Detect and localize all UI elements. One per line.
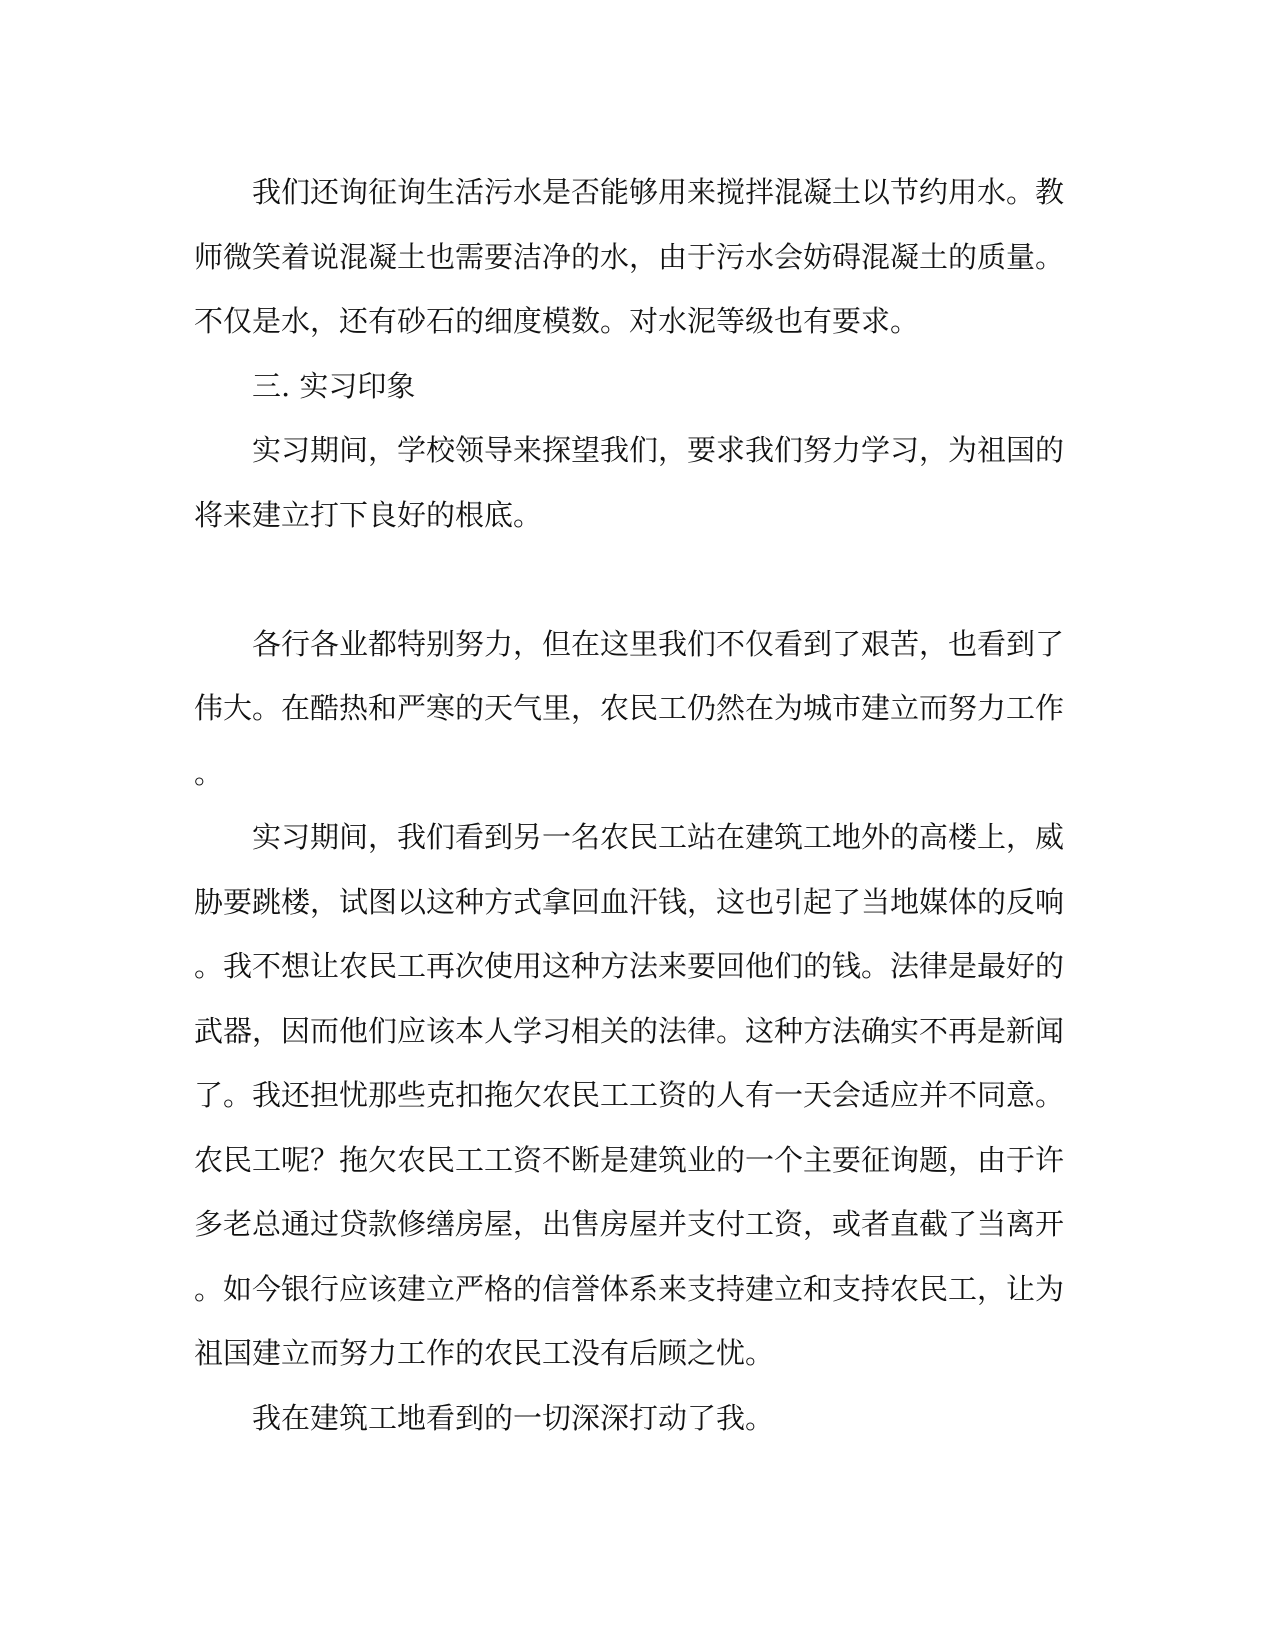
text-line: 多老总通过贷款修缮房屋，出售房屋并支付工资，或者直截了当离开 bbox=[194, 1207, 1065, 1241]
text-line: 。我不想让农民工再次使用这种方法来要回他们的钱。法律是最好的 bbox=[194, 949, 1065, 983]
text-line: 我们还询征询生活污水是否能够用来搅拌混凝土以节约用水。教 bbox=[252, 175, 1065, 209]
text-line: 了。我还担忧那些克扣拖欠农民工工资的人有一天会适应并不同意。 bbox=[194, 1078, 1065, 1112]
text-line: 我在建筑工地看到的一切深深打动了我。 bbox=[252, 1400, 775, 1435]
section-heading: 三. 实习印象 bbox=[252, 368, 416, 403]
text-line: 伟大。在酷热和严寒的天气里，农民工仍然在为城市建立而努力工作 bbox=[194, 691, 1065, 725]
text-line: 实习期间，我们看到另一名农民工站在建筑工地外的高楼上，威 bbox=[252, 820, 1065, 854]
text-line: 。 bbox=[194, 755, 224, 790]
text-line: 武器，因而他们应该本人学习相关的法律。这种方法确实不再是新闻 bbox=[194, 1013, 1065, 1048]
text-line: 各行各业都特别努力，但在这里我们不仅看到了艰苦，也看到了 bbox=[252, 626, 1065, 661]
text-line: 农民工呢？拖欠农民工工资不断是建筑业的一个主要征询题，由于许 bbox=[194, 1142, 1065, 1177]
text-line: 胁要跳楼，试图以这种方式拿回血汗钱，这也引起了当地媒体的反响 bbox=[194, 884, 1065, 919]
text-line: 将来建立打下良好的根底。 bbox=[194, 497, 543, 532]
document-body bbox=[194, 160, 1066, 1450]
text-line: 祖国建立而努力工作的农民工没有后顾之忧。 bbox=[194, 1336, 775, 1370]
text-line: 实习期间，学校领导来探望我们，要求我们努力学习，为祖国的 bbox=[252, 433, 1065, 467]
text-line: 师微笑着说混凝土也需要洁净的水，由于污水会妨碍混凝土的质量。 bbox=[194, 239, 1065, 274]
text-line: 不仅是水，还有砂石的细度模数。对水泥等级也有要求。 bbox=[194, 304, 920, 338]
text-line: 。如今银行应该建立严格的信誉体系来支持建立和支持农民工，让为 bbox=[194, 1271, 1065, 1306]
blank-line bbox=[194, 547, 1066, 612]
